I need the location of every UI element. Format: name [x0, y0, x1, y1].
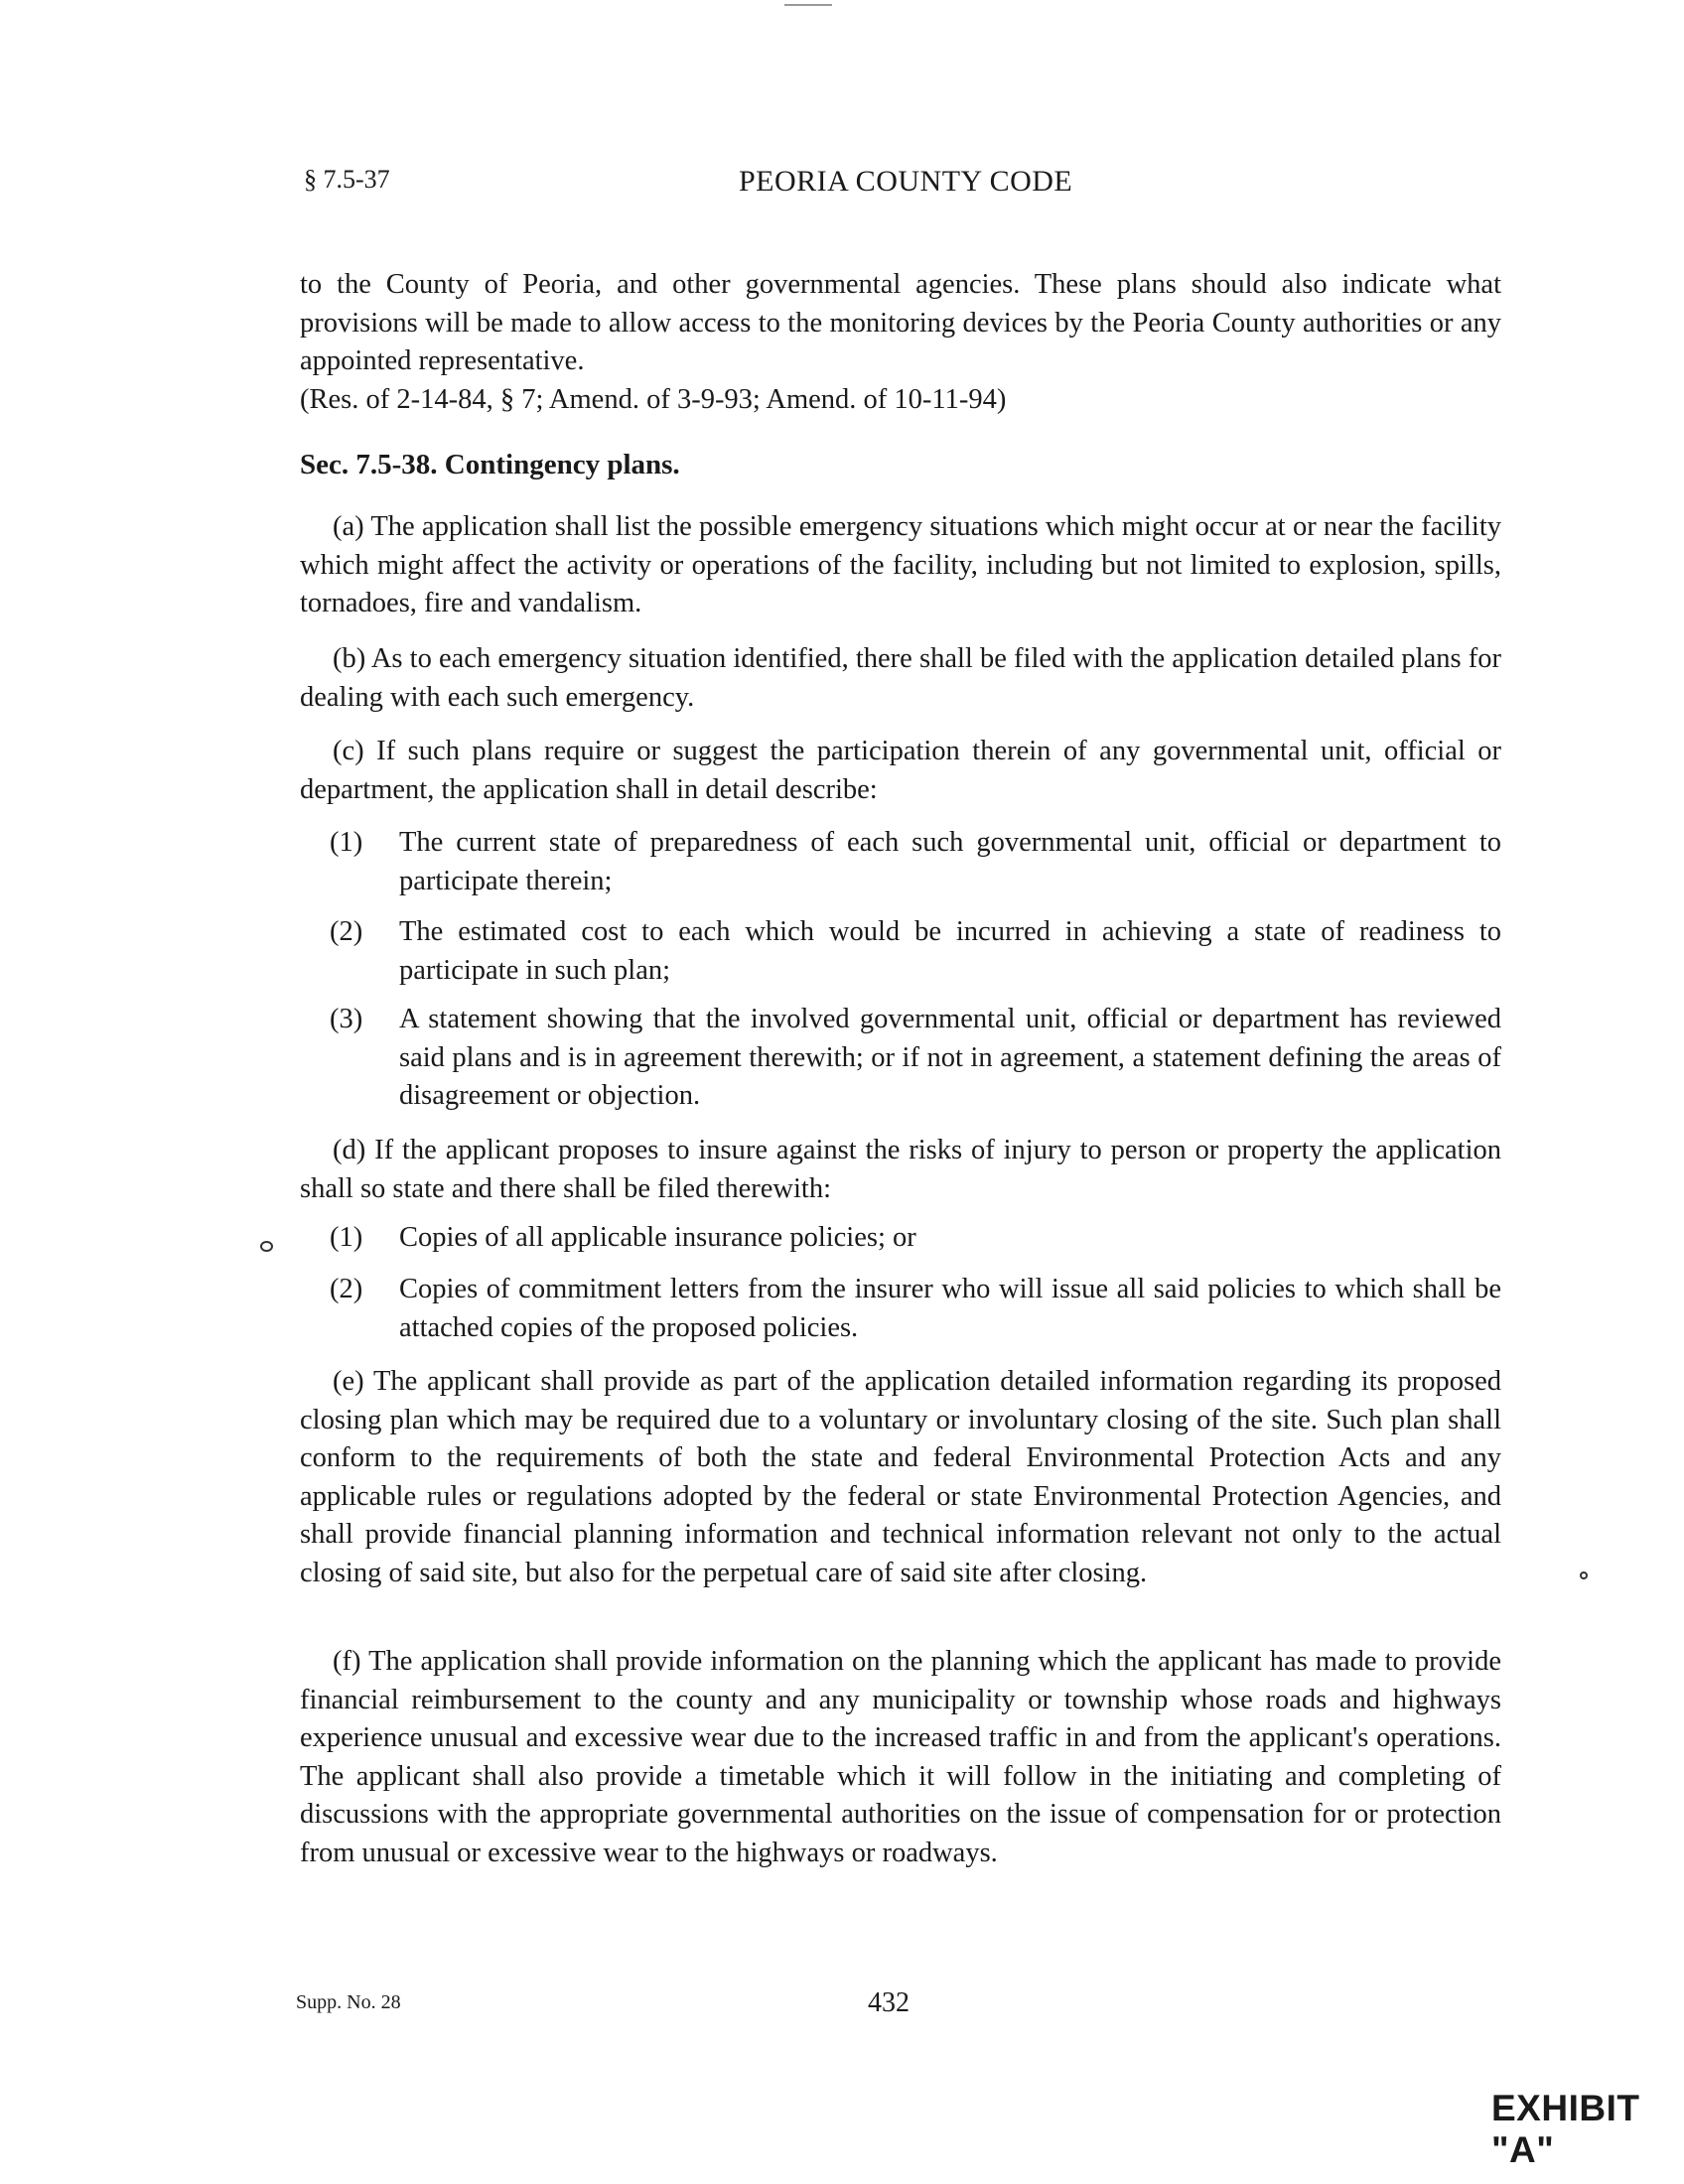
- list-item-c1: [330, 824, 1501, 900]
- paragraph-c: (c) If such plans require or suggest the participation therein of any governmental unit, official or department, the application shall in detail describe:: [300, 736, 1501, 805]
- list-text: Copies of all applicable insurance policies; or: [399, 1222, 916, 1253]
- list-number: (1): [330, 1222, 363, 1253]
- list-number: (2): [330, 1274, 363, 1304]
- list-text: A statement showing that the involved governmental unit, official or department has reviewed said plans and is in agreement therewith; or if not in agreement, a statement defining the areas of disagreement or objection.: [399, 1004, 1501, 1111]
- header-section-ref: § 7.5-37: [304, 165, 390, 194]
- paragraph-a: (a) The application shall list the possible emergency situations which might occur at or near the facility which might affect the activity or operations of the facility, including but not limited to explosion, spills, tornadoes, fire and vandalism.: [300, 511, 1501, 618]
- scan-speck: [1580, 1571, 1588, 1579]
- scan-mark: [784, 4, 832, 6]
- footer-page-number: 432: [868, 1987, 910, 2018]
- list-text: Copies of commitment letters from the insurer who will issue all said policies to which shall be attached copies of the proposed policies.: [399, 1274, 1501, 1343]
- paragraph-f: (f) The application shall provide information on the planning which the applicant has made to provide financial reimbursement to the county and any municipality or township whose roads and highways experience unusual and excessive wear due to the increased traffic in and from the applicant's operations. The applicant shall also provide a timetable which it will follow in the initiating and completing of discussions with the appropriate governmental authorities on the issue of compensation for or protection from unusual or excessive wear to the highways or roadways.: [300, 1646, 1501, 1868]
- list-item-d2: [330, 1271, 1501, 1347]
- list-number: (3): [330, 1004, 363, 1034]
- header-title: PEORIA COUNTY CODE: [739, 165, 1073, 198]
- intro-paragraph: to the County of Peoria, and other governmental agencies. These plans should also indicate what provisions will be made to allow access to the monitoring devices by the Peoria County authorities or any appointed representative.: [300, 269, 1501, 376]
- history-note: (Res. of 2-14-84, § 7; Amend. of 3-9-93; Amend. of 10-11-94): [300, 384, 1007, 415]
- list-text: The current state of preparedness of each such governmental unit, official or department to participate therein;: [399, 827, 1501, 896]
- paragraph-b: (b) As to each emergency situation identified, there shall be filed with the application detailed plans for dealing with each such emergency.: [300, 643, 1501, 713]
- section-heading: Sec. 7.5-38. Contingency plans.: [300, 449, 680, 480]
- list-item-d1: [330, 1219, 1501, 1258]
- list-item-c3: [330, 1001, 1501, 1116]
- list-item-c2: [330, 913, 1501, 990]
- scan-speck: [260, 1241, 273, 1252]
- paragraph-e: (e) The applicant shall provide as part of the application detailed information regarding its proposed closing plan which may be required due to a voluntary or involuntary closing of the site. Such plan shall conform to the requirements of both the state and federal Environmental Protection Acts and any applicable rules or regulations adopted by the federal or state Environmental Protection Agencies, and shall provide financial planning information and technical information relevant not only to the actual closing of said site, but also for the perpetual care of said site after closing.: [300, 1366, 1501, 1588]
- list-number: (1): [330, 827, 363, 858]
- list-number: (2): [330, 916, 363, 947]
- paragraph-d: (d) If the applicant proposes to insure against the risks of injury to person or property the application shall so state and there shall be filed therewith:: [300, 1135, 1501, 1204]
- list-text: The estimated cost to each which would be incurred in achieving a state of readiness to participate in such plan;: [399, 916, 1501, 986]
- exhibit-label: EXHIBIT "A": [1491, 2088, 1640, 2170]
- footer-supplement: Supp. No. 28: [296, 1991, 401, 2013]
